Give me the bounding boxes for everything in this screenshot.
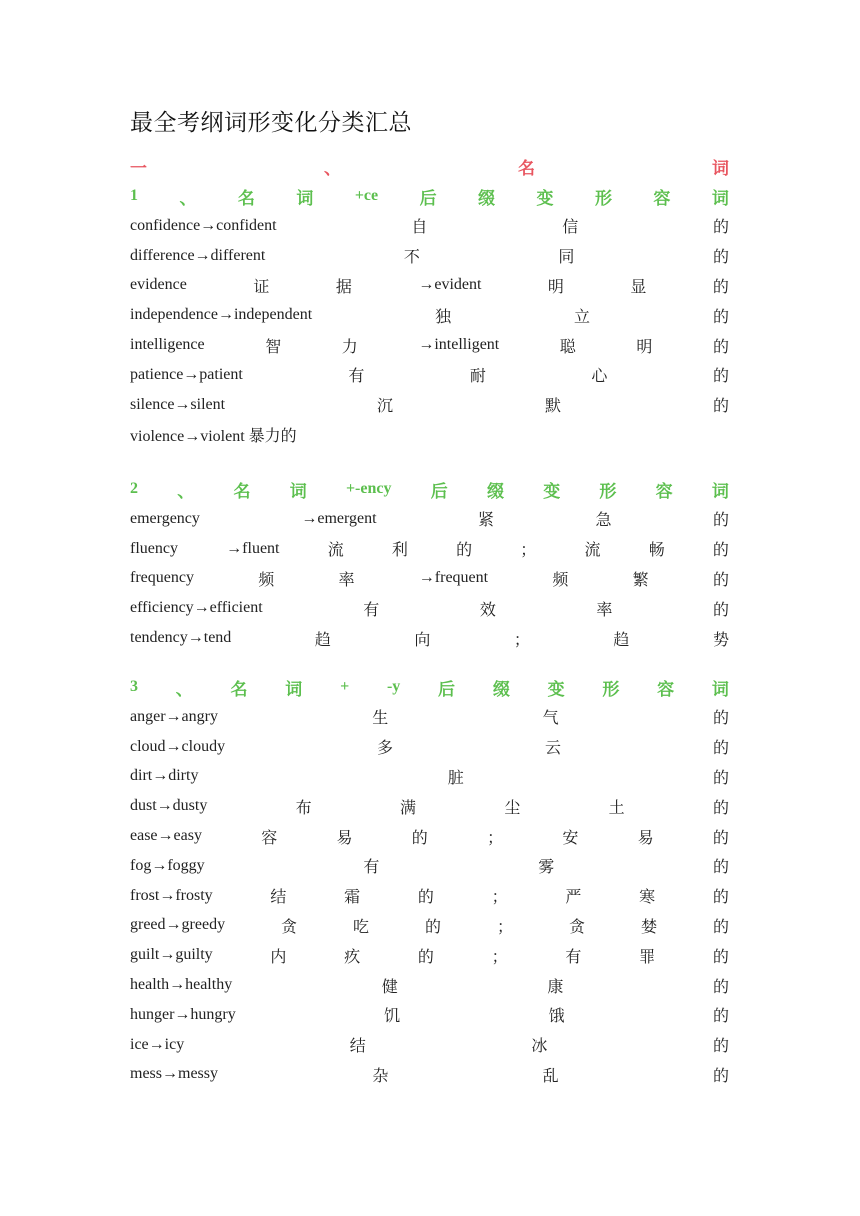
word: →frequent xyxy=(418,569,489,587)
word: tendency→tend xyxy=(130,629,232,646)
word: 云 xyxy=(545,738,562,758)
entry-row xyxy=(130,791,729,821)
word: 流 xyxy=(327,540,344,560)
subsection-heading xyxy=(130,672,729,702)
word: 的 xyxy=(712,306,729,326)
entry-row xyxy=(130,702,729,732)
word: dirt→dirty xyxy=(130,767,199,785)
entry-row xyxy=(130,270,729,300)
word: 词 xyxy=(711,679,729,700)
word: 多 xyxy=(377,738,394,758)
subsection-heading xyxy=(130,474,729,504)
word: 耐 xyxy=(469,366,486,386)
word: 独 xyxy=(435,306,452,326)
entry-row xyxy=(130,419,729,449)
section-heading xyxy=(130,151,729,181)
word: 、 xyxy=(175,679,193,700)
word: 结 xyxy=(349,1036,366,1056)
entry-row xyxy=(130,241,729,271)
entry-row xyxy=(130,390,729,420)
word: 的 xyxy=(712,336,729,356)
word: 贪 xyxy=(568,916,585,936)
word: -y xyxy=(386,678,401,695)
word: 的 xyxy=(712,708,729,728)
word: 信 xyxy=(562,217,579,237)
word: 尘 xyxy=(504,797,521,817)
word: 的 xyxy=(712,396,729,416)
word: 的 xyxy=(712,887,729,907)
entry-row xyxy=(130,851,729,881)
word: 利 xyxy=(391,540,408,560)
word: 向 xyxy=(414,629,431,649)
word: 趋 xyxy=(613,629,630,649)
word: 频 xyxy=(258,569,275,589)
word: 乱 xyxy=(542,1065,559,1085)
entry-row xyxy=(130,970,729,1000)
word: 饿 xyxy=(548,1006,565,1026)
word: frequency xyxy=(130,569,194,587)
word: guilt→guilty xyxy=(130,946,213,964)
word: 的 xyxy=(456,540,473,560)
word: 聪 xyxy=(559,336,576,356)
word: 罪 xyxy=(639,946,656,966)
word: greed→greedy xyxy=(130,916,226,934)
word: 有 xyxy=(565,946,582,966)
word: 霜 xyxy=(344,887,361,907)
word: anger→angry xyxy=(130,707,218,725)
word: 的 xyxy=(712,1036,729,1056)
word: 3 xyxy=(130,678,138,695)
word: 的 xyxy=(712,797,729,817)
word: 、 xyxy=(324,158,341,179)
word: ； xyxy=(513,629,530,649)
word: 同 xyxy=(558,247,575,267)
word: 安 xyxy=(562,827,579,847)
word: health→healthy xyxy=(130,976,233,993)
word: 的 xyxy=(712,276,729,296)
entry-row xyxy=(130,761,729,791)
word: 效 xyxy=(479,599,496,619)
word: ； xyxy=(496,916,513,936)
word: 词 xyxy=(711,481,729,502)
word: 频 xyxy=(552,569,569,589)
entry-row xyxy=(130,504,729,534)
word: 、 xyxy=(177,481,195,502)
word: 容 xyxy=(653,188,671,209)
word: 词 xyxy=(296,188,314,209)
word: 的 xyxy=(712,510,729,530)
word: 名 xyxy=(233,481,251,502)
word: →emergent xyxy=(301,509,377,527)
word: 的 xyxy=(712,976,729,996)
word: 沉 xyxy=(377,396,394,416)
word: 形 xyxy=(594,188,612,209)
word: 立 xyxy=(574,306,591,326)
word: 变 xyxy=(547,679,565,700)
word: 贪 xyxy=(281,916,298,936)
word: 杂 xyxy=(372,1065,389,1085)
word: 有 xyxy=(363,857,380,877)
word: →fluent xyxy=(226,539,280,557)
word: fluency xyxy=(130,539,178,557)
entry-row xyxy=(130,593,729,623)
word: 严 xyxy=(565,887,582,907)
word: independence→independent xyxy=(130,306,313,324)
word: emergency xyxy=(130,509,200,527)
word: 流 xyxy=(584,540,601,560)
word: +-ency xyxy=(345,480,392,497)
word: 词 xyxy=(285,679,303,700)
word: 雾 xyxy=(538,857,555,877)
word: 的 xyxy=(712,569,729,589)
word: 名 xyxy=(237,188,255,209)
word: 脏 xyxy=(447,767,464,787)
word: 的 xyxy=(712,217,729,237)
entry-row xyxy=(130,211,729,241)
entry-row xyxy=(130,330,729,360)
word: 易 xyxy=(637,827,654,847)
word: 率 xyxy=(596,599,613,619)
word: +ce xyxy=(354,187,379,204)
word: 力 xyxy=(341,336,358,356)
word: →intelligent xyxy=(418,336,500,353)
entry-row xyxy=(130,821,729,851)
word: 名 xyxy=(230,679,248,700)
word: 词 xyxy=(711,188,729,209)
word: 容 xyxy=(261,827,278,847)
entry-row xyxy=(130,1059,729,1089)
entry-row xyxy=(130,881,729,911)
word: 的 xyxy=(712,946,729,966)
word: 不 xyxy=(403,247,420,267)
entry-row xyxy=(130,300,729,330)
word: 结 xyxy=(270,887,287,907)
word: 显 xyxy=(630,276,647,296)
word: 形 xyxy=(599,481,617,502)
word: 变 xyxy=(536,188,554,209)
entry-row xyxy=(130,563,729,593)
word: 一 xyxy=(130,158,147,179)
word: 默 xyxy=(545,396,562,416)
word: 缀 xyxy=(486,481,504,502)
word: 趋 xyxy=(314,629,331,649)
word: 1 xyxy=(130,187,138,204)
word: hunger→hungry xyxy=(130,1005,236,1023)
word: 易 xyxy=(336,827,353,847)
word: 后 xyxy=(419,188,437,209)
page-title: 最全考纲词形变化分类汇总 xyxy=(130,110,412,136)
entry-row xyxy=(130,1000,729,1030)
word: 变 xyxy=(543,481,561,502)
word: 紧 xyxy=(478,510,495,530)
word: difference→different xyxy=(130,246,266,264)
word: 词 xyxy=(712,158,729,179)
word: ； xyxy=(491,946,508,966)
word: ； xyxy=(520,540,537,560)
word: 的 xyxy=(417,887,434,907)
word: 明 xyxy=(636,336,653,356)
entry-row xyxy=(130,623,729,653)
word: 婪 xyxy=(640,916,657,936)
word: confidence→confident xyxy=(130,216,277,234)
word: 的 xyxy=(712,857,729,877)
word: 畅 xyxy=(648,540,665,560)
word: violence→violent 暴力的 xyxy=(130,427,297,445)
word: fog→foggy xyxy=(130,856,205,874)
word: 明 xyxy=(547,276,564,296)
word: 疚 xyxy=(344,946,361,966)
word: frost→frosty xyxy=(130,886,213,904)
word: 后 xyxy=(438,679,456,700)
entry-row xyxy=(130,732,729,762)
word: 名 xyxy=(518,158,535,179)
word: ease→easy xyxy=(130,827,202,844)
word: 的 xyxy=(712,247,729,267)
word: 心 xyxy=(591,366,608,386)
word: silence→silent xyxy=(130,395,226,413)
word: 的 xyxy=(712,540,729,560)
word: 词 xyxy=(289,481,307,502)
word: 内 xyxy=(270,946,287,966)
word: 形 xyxy=(602,679,620,700)
word: 的 xyxy=(712,1006,729,1026)
word: 的 xyxy=(411,827,428,847)
word: 健 xyxy=(381,976,398,996)
word: 后 xyxy=(430,481,448,502)
word: 自 xyxy=(411,217,428,237)
word: cloud→cloudy xyxy=(130,737,226,755)
entry-row xyxy=(130,1030,729,1060)
word: 寒 xyxy=(639,887,656,907)
word: 的 xyxy=(425,916,442,936)
word: mess→messy xyxy=(130,1065,218,1083)
word: 势 xyxy=(712,629,729,649)
word: patience→patient xyxy=(130,365,243,383)
word: 的 xyxy=(712,1065,729,1085)
entry-row xyxy=(130,534,729,564)
word: 智 xyxy=(265,336,282,356)
word: 繁 xyxy=(632,569,649,589)
word: 容 xyxy=(657,679,675,700)
subsection-heading xyxy=(130,181,729,211)
word: 的 xyxy=(712,738,729,758)
word: 缀 xyxy=(492,679,510,700)
word: + xyxy=(340,678,350,695)
entry-row xyxy=(130,910,729,940)
word: evidence xyxy=(130,276,187,294)
word: 的 xyxy=(712,366,729,386)
word: 、 xyxy=(179,188,197,209)
word: 的 xyxy=(712,767,729,787)
entry-row xyxy=(130,360,729,390)
word: 的 xyxy=(417,946,434,966)
word: ice→icy xyxy=(130,1035,185,1053)
word: dust→dusty xyxy=(130,797,208,815)
word: 冰 xyxy=(531,1036,548,1056)
word: →evident xyxy=(418,276,482,294)
word: 的 xyxy=(712,916,729,936)
word: 有 xyxy=(363,599,380,619)
word: 满 xyxy=(399,797,416,817)
word: 2 xyxy=(130,480,138,497)
word: ； xyxy=(487,827,504,847)
word: 容 xyxy=(655,481,673,502)
word: 生 xyxy=(372,708,389,728)
word: ； xyxy=(491,887,508,907)
entry-row xyxy=(130,940,729,970)
word: 土 xyxy=(608,797,625,817)
word: 有 xyxy=(348,366,365,386)
word: 急 xyxy=(595,510,612,530)
word: 吃 xyxy=(353,916,370,936)
word: efficiency→efficient xyxy=(130,599,263,617)
word: 气 xyxy=(542,708,559,728)
word: 饥 xyxy=(384,1006,401,1026)
word: 的 xyxy=(712,827,729,847)
word: 康 xyxy=(547,976,564,996)
word: intelligence xyxy=(130,336,205,353)
word: 率 xyxy=(338,569,355,589)
word: 缀 xyxy=(478,188,496,209)
word: 的 xyxy=(712,599,729,619)
word: 证 xyxy=(253,276,270,296)
word: 布 xyxy=(295,797,312,817)
word: 据 xyxy=(335,276,352,296)
